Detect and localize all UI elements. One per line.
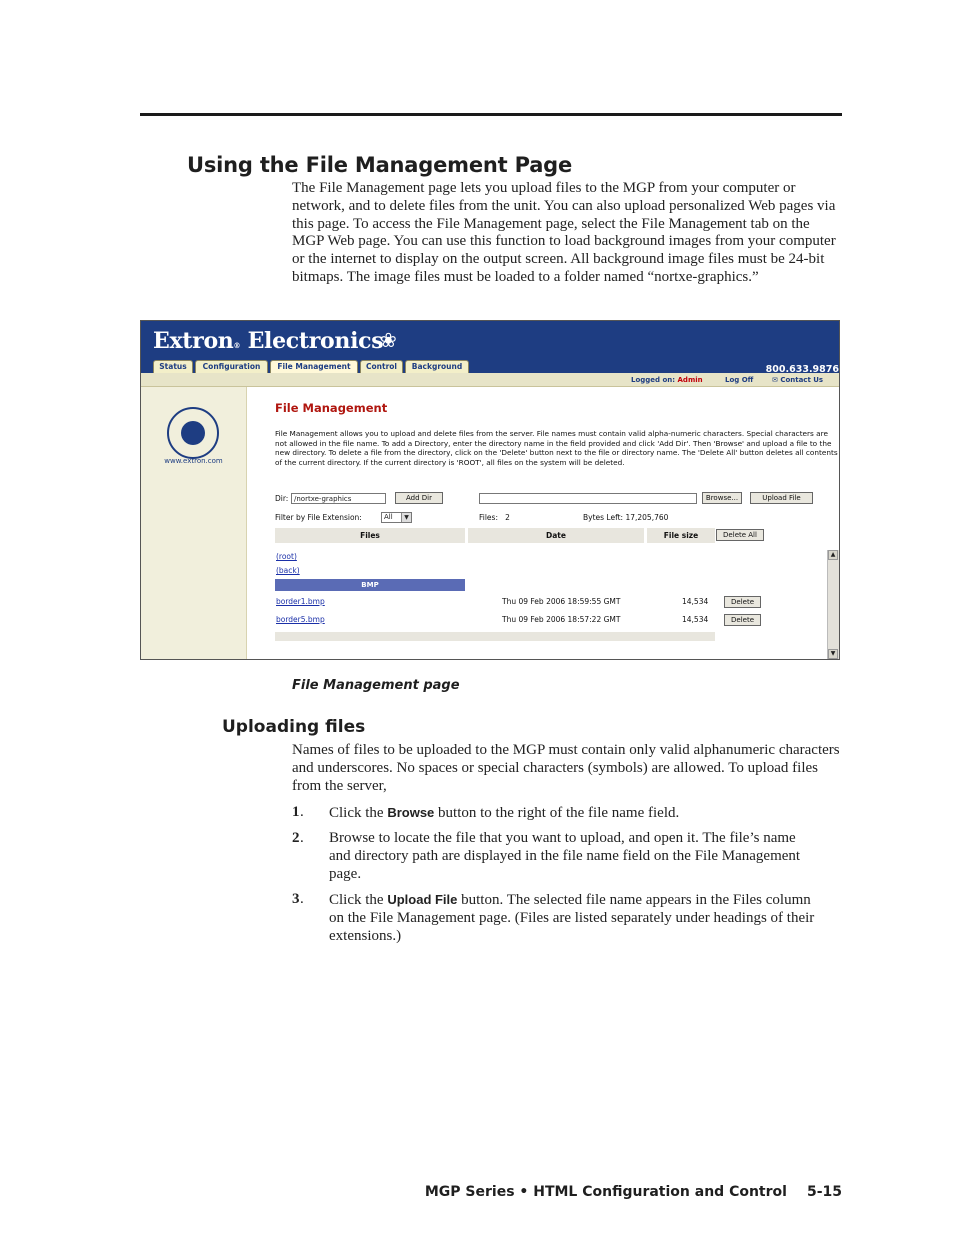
file-management-screenshot — [140, 320, 840, 660]
root-link[interactable]: (root) — [276, 552, 297, 561]
extron-logo: Extron® Electronics — [153, 328, 384, 354]
delete-button[interactable]: Delete — [724, 596, 761, 608]
tab-configuration[interactable]: Configuration — [195, 360, 268, 373]
col-files: Files — [275, 528, 465, 543]
phone-number: 800.633.9876 — [765, 364, 839, 375]
tab-status[interactable]: Status — [153, 360, 193, 373]
chevron-down-icon: ▼ — [401, 513, 411, 522]
filter-label: Filter by File Extension: — [275, 513, 362, 522]
top-rule — [140, 113, 842, 116]
bytes-left: Bytes Left: 17,205,760 — [583, 513, 669, 522]
fm-title: File Management — [275, 401, 388, 415]
dir-label: Dir: — [275, 494, 289, 503]
section-heading: Uploading files — [222, 717, 366, 737]
upload-file-button[interactable]: Upload File — [750, 492, 813, 504]
screenshot-header — [141, 321, 839, 361]
file-link[interactable]: border1.bmp — [276, 597, 325, 606]
file-name-input[interactable] — [479, 493, 697, 504]
page-footer: MGP Series • HTML Configuration and Control 5-15 — [424, 1184, 842, 1200]
log-off-link[interactable]: Log Off — [725, 376, 754, 384]
intro-paragraph: The File Management page lets you upload files to the MGP from your computer or network, and to delete files from the unit. You can also upload personalized Web pages via this page. To access the File Management page, select the File Management tab on the MGP Web page. You can use this function to load background images from your computer or the internet to display on the output screen. All background image files must be 24-bit bitmaps. The image files must be loaded to a folder named “nortxe-graphics.” — [292, 180, 836, 285]
delete-all-button[interactable]: Delete All — [716, 529, 764, 541]
scrollbar[interactable] — [827, 550, 839, 659]
tab-file-management[interactable]: File Management — [270, 360, 358, 373]
col-size: File size — [647, 528, 715, 543]
col-date: Date — [468, 528, 644, 543]
file-date: Thu 09 Feb 2006 18:59:55 GMT — [502, 597, 621, 606]
back-link[interactable]: (back) — [276, 566, 300, 575]
upload-intro: Names of files to be uploaded to the MGP must contain only valid alphanumeric characters and underscores. No spaces or special characters (symbols) are allowed. To upload files from the server, — [292, 742, 840, 794]
tab-control[interactable]: Control — [360, 360, 403, 373]
fm-description: File Management allows you to upload and delete files from the server. File names must contain valid alpha-numeric characters. Special characters are not allowed in the file name. To add a Directory, enter the directory name in the field provided and click 'Add Dir'. Then 'Browse' and upload a file to the new directory. To delete a file from the directory, click on the 'Delete' button next to the file or directory name. The 'Delete All' button deletes all contents of the current directory. If the current directory is 'ROOT', all files on the system will be deleted. — [275, 429, 838, 467]
service-seal-icon — [167, 407, 219, 459]
file-link[interactable]: border5.bmp — [276, 615, 325, 624]
logged-on: Logged on: Admin — [631, 376, 703, 384]
scroll-up-icon[interactable]: ▲ — [828, 550, 838, 560]
filter-select[interactable]: All ▼ — [381, 512, 412, 523]
tab-background[interactable]: Background — [405, 360, 469, 373]
delete-button[interactable]: Delete — [724, 614, 761, 626]
table-footer — [275, 632, 715, 641]
files-count: Files: 2 — [479, 513, 510, 522]
site-link[interactable]: www.extron.com — [164, 457, 223, 465]
add-dir-button[interactable]: Add Dir — [395, 492, 443, 504]
sidebar — [141, 387, 247, 659]
dir-input[interactable]: /nortxe-graphics — [291, 493, 386, 504]
browse-button[interactable]: Browse... — [702, 492, 742, 504]
scroll-down-icon[interactable]: ▼ — [828, 649, 838, 659]
page-heading: Using the File Management Page — [187, 153, 573, 177]
figure-caption: File Management page — [292, 678, 460, 693]
group-header: BMP — [275, 579, 465, 591]
extron-logo-icon: ❀ — [380, 328, 397, 352]
file-date: Thu 09 Feb 2006 18:57:22 GMT — [502, 615, 621, 624]
mail-icon: ✉ — [772, 376, 778, 384]
contact-us-link[interactable]: ✉ Contact Us — [772, 376, 824, 384]
file-size: 14,534 — [682, 597, 709, 606]
file-size: 14,534 — [682, 615, 709, 624]
